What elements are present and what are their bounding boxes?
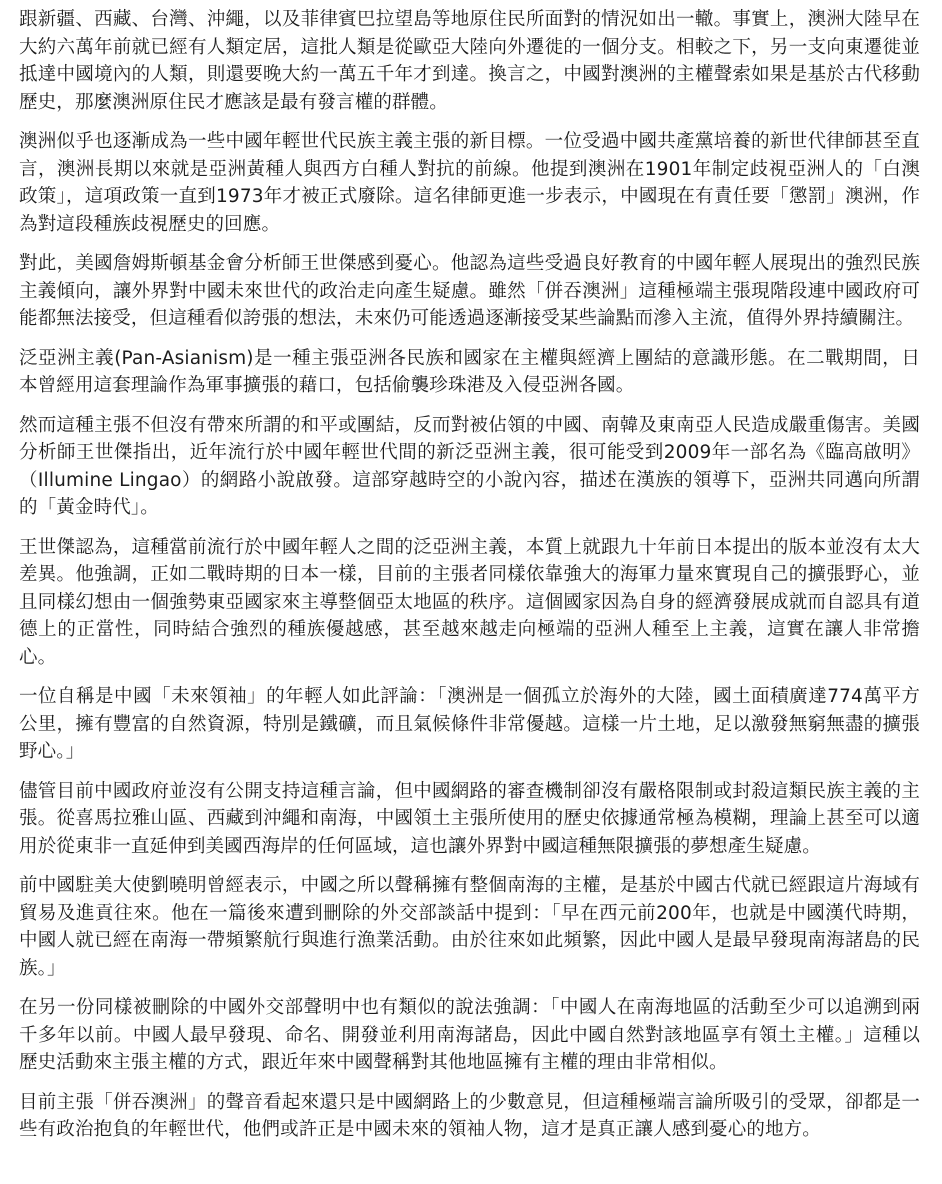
article-paragraph-3: 對此，美國詹姆斯頓基金會分析師王世傑感到憂心。他認為這些受過良好教育的中國年輕人展現出的強烈民族主義傾向，讓外界對中國未來世代的政治走向產生疑慮。雖然「併吞澳洲」這種極端主張現階段連中國政府可能都無法接受，但這種看似誇張的想法，未來仍可能透過逐漸接受某些論點而滲入主流，值得外界持續關注。 (19, 253, 920, 329)
article-paragraph-9: 前中國駐美大使劉曉明曾經表示，中國之所以聲稱擁有整個南海的主權，是基於中國古代就已經跟這片海域有貿易及進貢往來。他在一篇後來遭到刪除的外交部談話中提到：「早在西元前200年，也就是中國漢代時期，中國人就已經在南海一帶頻繁航行與進行漁業活動。由於往來如此頻繁，因此中國人是最早發現南海諸島的民族。」 (19, 875, 920, 979)
article-paragraph-11: 目前主張「併吞澳洲」的聲音看起來還只是中國網路上的少數意見，但這種極端言論所吸引的受眾，卻都是一些有政治抱負的年輕世代，他們或許正是中國未來的領袖人物，這才是真正讓人感到憂心的地方。 (19, 1091, 920, 1140)
article-paragraph-6: 王世傑認為，這種當前流行於中國年輕人之間的泛亞洲主義，本質上就跟九十年前日本提出的版本並沒有太大差異。他強調，正如二戰時期的日本一樣，目前的主張者同樣依靠強大的海軍力量來實現自己的擴張野心，並且同樣幻想由一個強勢東亞國家來主導整個亞太地區的秩序。這個國家因為自身的經濟發展成就而自認具有道德上的正當性，同時結合強烈的種族優越感，甚至越來越走向極端的亞洲人種至上主義，這實在讓人非常擔心。 (19, 536, 920, 668)
article-paragraph-8: 儘管目前中國政府並沒有公開支持這種言論，但中國網路的審查機制卻沒有嚴格限制或封殺這類民族主義的主張。從喜馬拉雅山區、西藏到沖繩和南海，中國領土主張所使用的歷史依據通常極為模糊，理論上甚至可以適用於從東非一直延伸到美國西海岸的任何區域，這也讓外界對中國這種無限擴張的夢想產生疑慮。 (19, 780, 920, 857)
article-paragraph-5: 然而這種主張不但沒有帶來所謂的和平或團結，反而對被佔領的中國、南韓及東南亞人民造成嚴重傷害。美國分析師王世傑指出，近年流行於中國年輕世代間的新泛亞洲主義，很可能受到2009年一部名為《臨高啟明》（Illumine Lingao）的網路小說啟發。這部穿越時空的小說內容，描述在漢族的領導下，亞洲共同邁向所謂的「黃金時代」。 (19, 414, 920, 518)
article-paragraph-2: 澳洲似乎也逐漸成為一些中國年輕世代民族主義主張的新目標。一位受過中國共產黨培養的新世代律師甚至直言，澳洲長期以來就是亞洲黃種人與西方白種人對抗的前線。他提到澳洲在1901年制定歧視亞洲人的「白澳政策」，這項政策一直到1973年才被正式廢除。這名律師更進一步表示，中國現在有責任要「懲罰」澳洲，作為對這段種族歧視歷史的回應。 (19, 131, 920, 235)
article-paragraph-4: 泛亞洲主義(Pan-Asianism)是一種主張亞洲各民族和國家在主權與經濟上團結的意識形態。在二戰期間，日本曾經用這套理論作為軍事擴張的藉口，包括偷襲珍珠港及入侵亞洲各國。 (19, 347, 920, 396)
article-paragraph-1: 跟新疆、西藏、台灣、沖繩，以及菲律賓巴拉望島等地原住民所面對的情況如出一轍。事實上，澳洲大陸早在大約六萬年前就已經有人類定居，這批人類是從歐亞大陸向外遷徙的一個分支。相較之下，另一支向東遷徙並抵達中國境內的人類，則還要晚大約一萬五千年才到達。換言之，中國對澳洲的主權聲索如果是基於古代移動歷史，那麼澳洲原住民才應該是最有發言權的群體。 (19, 9, 920, 113)
article-paragraph-7: 一位自稱是中國「未來領袖」的年輕人如此評論：「澳洲是一個孤立於海外的大陸，國土面積廣達774萬平方公里，擁有豐富的自然資源，特別是鐵礦，而且氣候條件非常優越。這樣一片土地，足以激發無窮無盡的擴張野心。」 (19, 686, 920, 762)
article-paragraph-10: 在另一份同樣被刪除的中國外交部聲明中也有類似的說法強調：「中國人在南海地區的活動至少可以追溯到兩千多年以前。中國人最早發現、命名、開發並利用南海諸島，因此中國自然對該地區享有領土主權。」這種以歷史活動來主張主權的方式，跟近年來中國聲稱對其他地區擁有主權的理由非常相似。 (19, 997, 920, 1073)
